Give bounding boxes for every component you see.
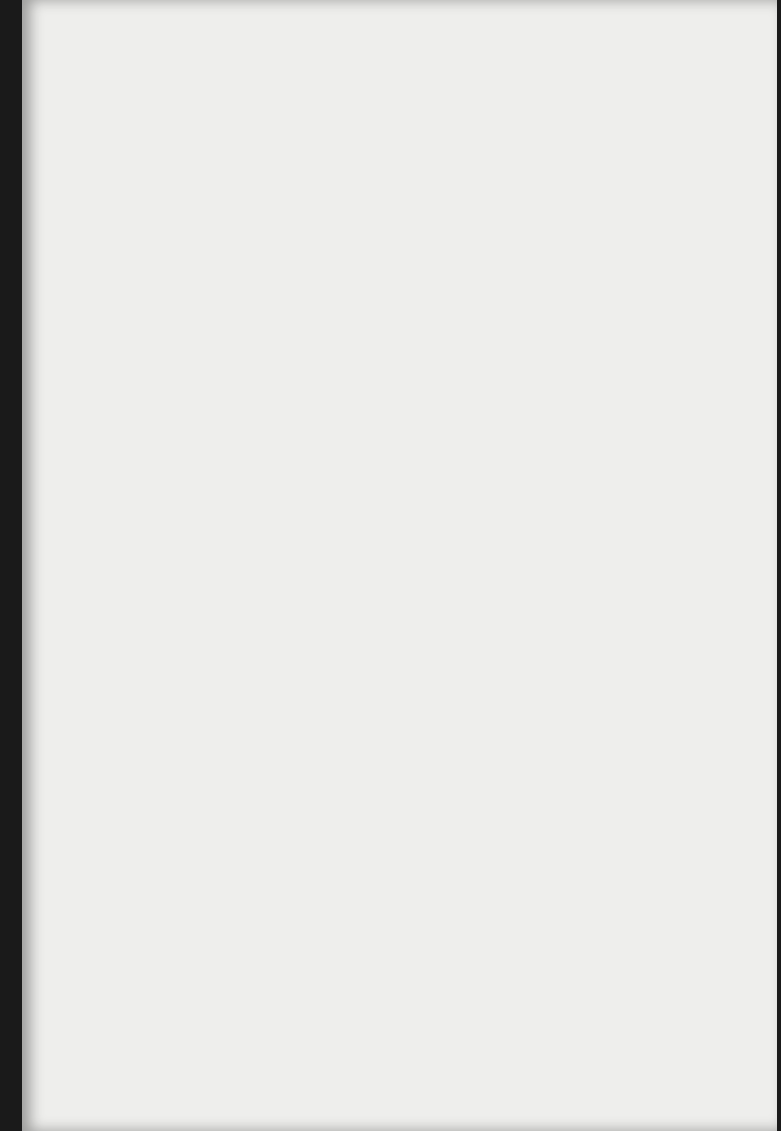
toc-content (82, 33, 742, 55)
book-page (22, 0, 777, 1131)
intro-entry (82, 53, 742, 55)
